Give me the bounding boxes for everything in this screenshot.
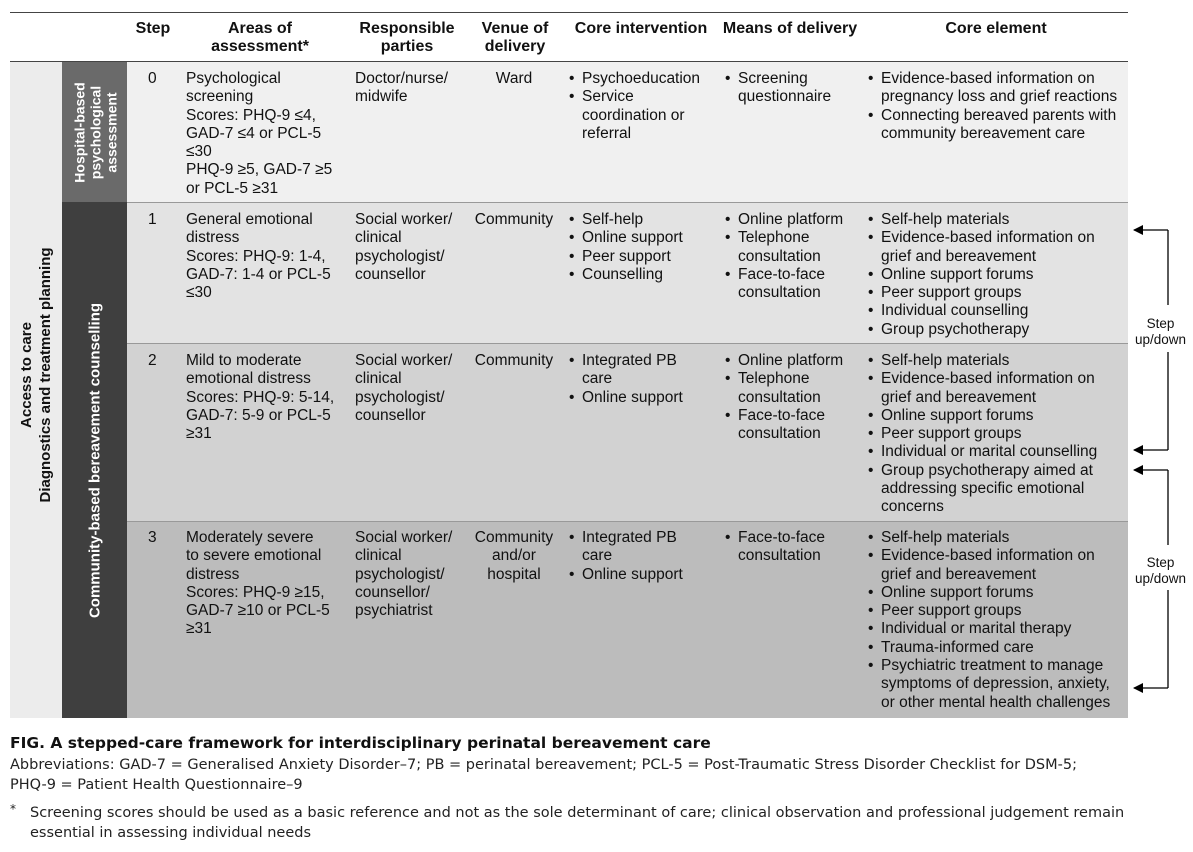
parties-line: Social worker/: [355, 352, 453, 369]
intervention-item: • Online support: [569, 389, 683, 407]
row-3-step: 3: [148, 529, 157, 546]
header-core-element: Core element: [945, 20, 1047, 37]
row-3-means: [725, 529, 825, 566]
row-2-areas: [186, 352, 334, 443]
row-3-areas: [186, 529, 330, 639]
parties-line: counsellor: [355, 265, 426, 283]
means-item: • Face-to-face consultation: [725, 529, 825, 566]
venue-line: Community: [474, 352, 554, 369]
element-item: • Self-help materials: [868, 529, 1110, 547]
means-item: • Face-to-face consultation: [725, 407, 843, 444]
header-parties-line: parties: [380, 38, 434, 55]
element-item: • Individual or marital therapy: [868, 620, 1110, 638]
step-updown-arrows: [1128, 200, 1193, 700]
areas-line: distress: [186, 565, 240, 583]
means-item: • Face-to-face consultation: [725, 266, 843, 303]
element-item: • Individual or marital counselling: [868, 443, 1097, 461]
element-item: • Evidence-based information on grief and bereavement: [868, 229, 1095, 266]
areas-line: ≤30: [186, 143, 212, 161]
footnote-line: essential in assessing individual needs: [30, 824, 312, 841]
element-item: • Connecting bereaved parents with community bereavement care: [868, 107, 1117, 144]
areas-line: Scores: PHQ-9 ≥15,: [186, 583, 325, 601]
row-1-venue: [466, 211, 562, 229]
figure-caption-title: FIG. A stepped-care framework for interdisciplinary perinatal bereavement care: [10, 734, 711, 752]
header-core-intervention: Core intervention: [574, 20, 708, 37]
element-item: • Peer support groups: [868, 284, 1095, 302]
element-item: • Online support forums: [868, 266, 1095, 284]
parties-line: psychologist/: [355, 565, 445, 583]
header-areas-line: Areas of: [227, 20, 293, 37]
means-item: • Telephone consultation: [725, 370, 843, 407]
element-item: • Psychiatric treatment to manage symptoms of depression, anxiety, or other mental health challenges: [868, 657, 1110, 712]
parties-line: Social worker/: [355, 211, 453, 228]
step-updown-line: Step: [1146, 555, 1175, 570]
element-item: • Evidence-based information on grief and bereavement: [868, 547, 1110, 584]
row-1-step: 1: [148, 211, 157, 228]
row-2-step: 2: [148, 352, 157, 369]
means-item: • Online platform: [725, 211, 843, 229]
areas-line: emotional distress: [186, 370, 311, 388]
row-1-interventions: [569, 211, 683, 284]
header-parties: [348, 20, 466, 56]
outer-sidebar-label: [10, 47, 62, 703]
element-item: • Online support forums: [868, 407, 1097, 425]
parties-line: clinical: [355, 370, 402, 388]
venue-line: hospital: [487, 565, 541, 583]
venue-line: Community: [474, 529, 554, 546]
abbreviations-line: Abbreviations: GAD-7 = Generalised Anxiety Disorder–7; PB = perinatal bereavement; PCL-5 = Post-Traumatic Stress Disorder Checklist for DSM-5;: [10, 757, 1077, 773]
areas-line: PHQ-9 ≥5, GAD-7 ≥5: [186, 161, 333, 179]
row-0-venue: [466, 70, 562, 88]
areas-line: or PCL-5 ≥31: [186, 179, 279, 197]
element-item: • Group psychotherapy aimed at addressing specific emotional concerns: [868, 462, 1097, 517]
means-item: • Telephone consultation: [725, 229, 843, 266]
element-item: • Evidence-based information on pregnancy loss and grief reactions: [868, 70, 1117, 107]
areas-line: Mild to moderate: [186, 352, 302, 369]
parties-line: clinical: [355, 229, 402, 247]
row-divider: [127, 343, 1128, 344]
intervention-item: • Integrated PB care: [569, 352, 683, 389]
areas-line: GAD-7 ≥10 or PCL-5: [186, 602, 330, 620]
means-item: • Online platform: [725, 352, 843, 370]
step-updown-line: Step: [1146, 316, 1175, 331]
element-item: • Group psychotherapy: [868, 321, 1095, 339]
areas-line: Scores: PHQ-9: 1-4,: [186, 247, 326, 265]
parties-line: Doctor/nurse/: [355, 70, 449, 87]
intervention-item: • Psychoeducation: [569, 70, 700, 88]
row-1-parties: [355, 211, 452, 284]
abbreviations-line: PHQ-9 = Patient Health Questionnaire–9: [10, 776, 303, 793]
parties-line: Social worker/: [355, 529, 453, 546]
element-item: • Evidence-based information on grief and bereavement: [868, 370, 1097, 407]
areas-line: GAD-7: 5-9 or PCL-5: [186, 406, 331, 424]
header-means: Means of delivery: [722, 20, 858, 37]
footnote-marker: *: [10, 802, 16, 816]
areas-line: to severe emotional: [186, 547, 322, 565]
areas-line: GAD-7: 1-4 or PCL-5: [186, 265, 331, 283]
header-venue-line: Venue of: [481, 20, 549, 37]
row-0-interventions: [569, 70, 700, 143]
intervention-item: • Self-help: [569, 211, 683, 229]
hospital-label-line: psychological: [86, 85, 103, 179]
row-2-means: [725, 352, 843, 443]
parties-line: counsellor/: [355, 583, 430, 601]
venue-line: Ward: [495, 70, 533, 87]
step-updown-label-lower: [1128, 555, 1193, 587]
element-item: • Peer support groups: [868, 425, 1097, 443]
hospital-label-line: Hospital-based: [70, 81, 87, 183]
row-2-interventions: [569, 352, 683, 407]
row-0-parties: [355, 70, 448, 107]
element-item: • Trauma-informed care: [868, 639, 1110, 657]
row-0-step: 0: [148, 70, 157, 87]
hospital-sidebar-label: [62, 62, 127, 202]
community-sidebar-label: Community-based bereavement counselling: [85, 302, 103, 618]
parties-line: psychologist/: [355, 388, 445, 406]
areas-line: Scores: PHQ-9 ≤4,: [186, 106, 316, 124]
row-2-parties: [355, 352, 452, 425]
areas-line: ≤30: [186, 284, 212, 302]
step-updown-line: up/down: [1134, 571, 1187, 586]
row-1-means: [725, 211, 843, 302]
areas-line: ≥31: [186, 620, 212, 638]
row-2-venue: [466, 352, 562, 370]
parties-line: midwife: [355, 88, 408, 106]
areas-line: Psychological: [186, 70, 281, 87]
row-2-elements: [868, 352, 1097, 517]
hospital-label-line: assessment: [102, 91, 119, 173]
header-parties-line: Responsible: [359, 20, 455, 37]
header-step: Step: [135, 20, 171, 37]
parties-line: clinical: [355, 547, 402, 565]
areas-line: Moderately severe: [186, 529, 314, 546]
element-item: • Self-help materials: [868, 352, 1097, 370]
venue-line: and/or: [492, 547, 536, 565]
areas-line: General emotional: [186, 211, 313, 228]
step-updown-line: up/down: [1134, 332, 1187, 347]
areas-line: distress: [186, 229, 240, 247]
intervention-item: • Online support: [569, 566, 683, 584]
header-areas: [180, 20, 340, 56]
element-item: • Online support forums: [868, 584, 1110, 602]
parties-line: counsellor: [355, 406, 426, 424]
header-venue: [468, 20, 562, 56]
header-venue-line: delivery: [484, 38, 546, 55]
row-0-elements: [868, 70, 1117, 143]
header-areas-line: assessment*: [211, 38, 309, 55]
footnote-line: Screening scores should be used as a basic reference and not as the sole determinant of care; clinical observation and professional judgement remain: [30, 805, 1125, 821]
intervention-item: • Counselling: [569, 266, 683, 284]
areas-line: screening: [186, 88, 254, 106]
figure-footnote: [30, 804, 1124, 843]
step-updown-label-upper: [1128, 316, 1193, 348]
element-item: • Peer support groups: [868, 602, 1110, 620]
areas-line: Scores: PHQ-9: 5-14,: [186, 388, 335, 406]
row-3-venue: [466, 529, 562, 584]
intervention-item: • Peer support: [569, 248, 683, 266]
row-divider: [127, 202, 1128, 203]
row-3-elements: [868, 529, 1110, 712]
row-3-interventions: [569, 529, 683, 584]
row-1-elements: [868, 211, 1095, 339]
parties-line: psychiatrist: [355, 602, 433, 620]
areas-line: GAD-7 ≤4 or PCL-5: [186, 124, 322, 142]
element-item: • Self-help materials: [868, 211, 1095, 229]
intervention-item: • Service coordination or referral: [569, 88, 700, 143]
venue-line: Community: [474, 211, 554, 228]
outer-label-line: Access to care: [18, 322, 35, 428]
intervention-item: • Online support: [569, 229, 683, 247]
row-3-parties: [355, 529, 452, 620]
areas-line: ≥31: [186, 425, 212, 443]
row-0-means: [725, 70, 831, 107]
element-item: • Individual counselling: [868, 302, 1095, 320]
row-0-areas: [186, 70, 332, 198]
means-item: • Screening questionnaire: [725, 70, 831, 107]
row-divider: [127, 521, 1128, 522]
figure-abbreviations: [10, 756, 1077, 795]
table-top-rule: [10, 12, 1128, 13]
row-1-areas: [186, 211, 331, 302]
parties-line: psychologist/: [355, 247, 445, 265]
intervention-item: • Integrated PB care: [569, 529, 683, 566]
outer-label-line: Diagnostics and treatment planning: [37, 247, 54, 503]
